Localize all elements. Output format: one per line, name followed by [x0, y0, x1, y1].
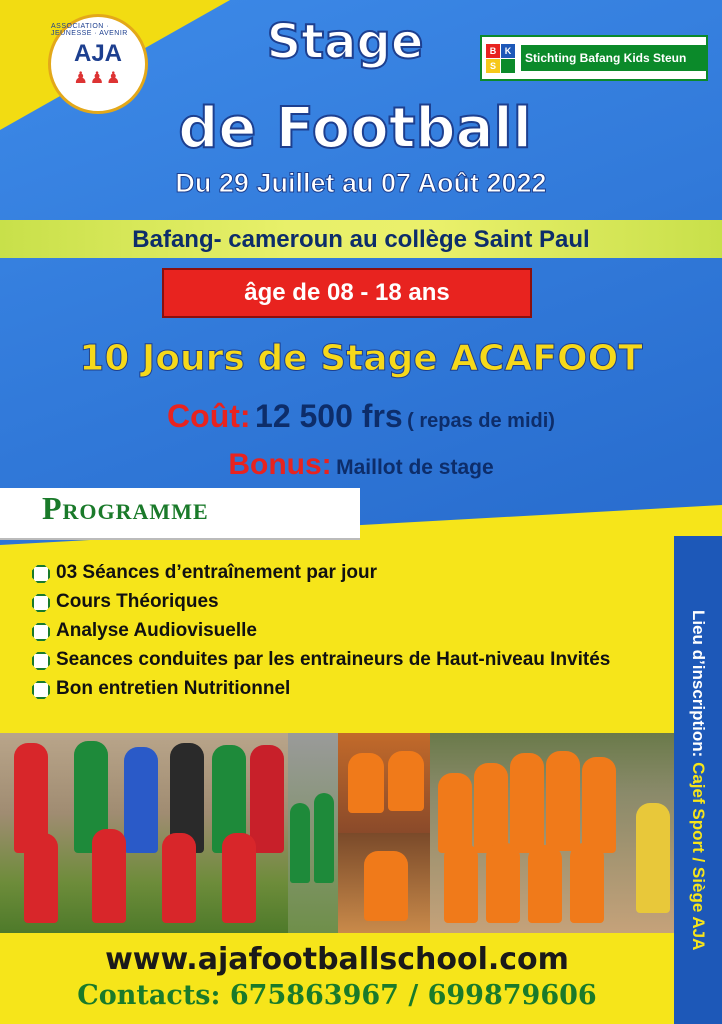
person-figure — [636, 803, 670, 913]
person-figure — [438, 773, 472, 853]
person-figure — [474, 763, 508, 853]
person-figure — [314, 793, 334, 883]
registration-label: Lieu d’inscription: — [689, 609, 708, 758]
headline: 10 Jours de Stage ACAFOOT — [79, 338, 643, 379]
list-item: Bon entretien Nutritionnel — [32, 674, 672, 703]
octagon-bullet-icon — [32, 565, 50, 583]
person-figure — [510, 753, 544, 853]
bonus-line — [0, 448, 722, 482]
person-figure — [444, 843, 478, 923]
bks-letter-k: K — [501, 44, 515, 58]
octagon-bullet-icon — [32, 623, 50, 641]
photo-meal-2 — [338, 833, 430, 933]
title-stage: Stage — [266, 14, 424, 70]
octagon-bullet-icon — [32, 681, 50, 699]
octagon-bullet-icon — [32, 652, 50, 670]
team-photo-players — [430, 733, 674, 933]
logo-ring-text: ASSOCIATION · JEUNESSE · AVENIR — [51, 23, 128, 37]
bks-letter-s: S — [486, 59, 500, 73]
bonus-label: Bonus: — [228, 448, 332, 481]
cost-label: Coût: — [167, 398, 251, 434]
programme-list — [32, 558, 672, 703]
person-figure — [582, 757, 616, 853]
age-badge: âge de 08 - 18 ans — [162, 268, 532, 318]
list-item: Analyse Audiovisuelle — [32, 616, 672, 645]
partner-name: Stichting Bafang Kids Steun — [521, 45, 706, 71]
person-figure — [162, 833, 196, 923]
cost-line — [0, 398, 722, 435]
cost-note: ( repas de midi) — [407, 410, 555, 432]
person-figure — [528, 845, 562, 923]
contact-numbers: Contacts: 675863967 / 699879606 — [77, 980, 597, 1011]
person-figure — [364, 851, 408, 921]
photo-meal — [338, 733, 430, 833]
octagon-bullet-icon — [32, 594, 50, 612]
person-figure — [348, 753, 384, 813]
people-icon: ♟♟♟ — [73, 70, 123, 87]
registration-info — [674, 536, 722, 1024]
person-figure — [290, 803, 310, 883]
person-figure — [250, 745, 284, 853]
person-figure — [570, 843, 604, 923]
person-figure — [124, 747, 158, 853]
person-figure — [92, 829, 126, 923]
event-location: Bafang- cameroun au collège Saint Paul — [132, 226, 590, 253]
bonus-value: Maillot de stage — [336, 456, 494, 479]
person-figure — [222, 833, 256, 923]
list-item: 03 Séances d’entraînement par jour — [32, 558, 672, 587]
person-figure — [546, 751, 580, 851]
website-link[interactable]: www.ajafootballschool.com — [105, 942, 569, 977]
person-figure — [388, 751, 424, 811]
registration-place: Cajef Sport / Siège AJA — [689, 761, 708, 951]
title-football: de Football — [178, 96, 532, 161]
person-figure — [24, 833, 58, 923]
person-figure — [486, 843, 520, 923]
list-item: Seances conduites par les entraineurs de Haut-niveau Invités — [32, 645, 672, 674]
team-photo-staff — [0, 733, 288, 933]
bks-letter-b: B — [486, 44, 500, 58]
list-item: Cours Théoriques — [32, 587, 672, 616]
partner-logo — [480, 35, 708, 81]
event-dates: Du 29 Juillet au 07 Août 2022 — [175, 168, 547, 198]
photo-players-field — [288, 733, 338, 933]
logo-initials: AJA — [73, 40, 122, 67]
cost-value: 12 500 frs — [255, 398, 403, 434]
programme-title: Programme — [42, 490, 209, 526]
